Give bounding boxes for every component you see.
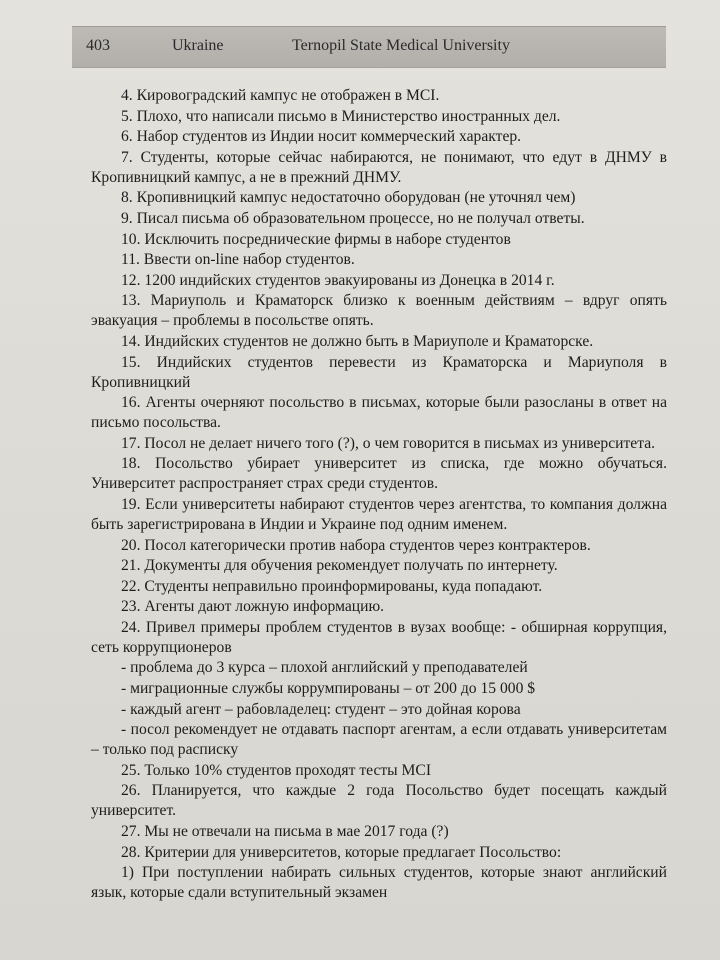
- list-subitem: - миграционные службы коррумпированы – от 200 до 15 000 $: [121, 680, 536, 698]
- list-item: 22. Студенты неправильно проинформированы, куда попадают.: [121, 577, 543, 595]
- list-item: 19. Если университеты набирают студентов через агентства, то компания должна быть зарегистрирована в Индии и Украине под одним именем.: [91, 495, 667, 533]
- list-item: 11. Ввести on-line набор студентов.: [121, 251, 355, 269]
- list-item: 15. Индийских студентов перевести из Краматорска и Мариуполя в Кропивницкий: [91, 353, 667, 391]
- list-item: 26. Планируется, что каждые 2 года Посольство будет посещать каждый университет.: [91, 782, 667, 820]
- list-item: 21. Документы для обучения рекомендует получать по интернету.: [121, 557, 558, 575]
- page-number: 403: [86, 37, 110, 54]
- list-item: 18. Посольство убирает университет из списка, где можно обучаться. Университет распространяет страх среди студентов.: [91, 455, 667, 493]
- list-item: 14. Индийских студентов не должно быть в Мариуполе и Краматорске.: [121, 332, 594, 350]
- list-subitem: - посол рекомендует не отдавать паспорт агентам, а если отдавать университетам – только под расписку: [91, 721, 667, 759]
- list-item: 24. Привел примеры проблем студентов в вузах вообще: - обширная коррупция, сеть коррупционеров: [91, 618, 667, 656]
- list-item: 6. Набор студентов из Индии носит коммерческий характер.: [121, 128, 522, 146]
- list-item: 12. 1200 индийских студентов эвакуированы из Донецка в 2014 г.: [121, 271, 555, 289]
- list-item: 9. Писал письма об образовательном процессе, но не получал ответы.: [121, 209, 585, 227]
- list-subitem: - проблема до 3 курса – плохой английский у преподавателей: [121, 659, 528, 677]
- list-item: 8. Кропивницкий кампус недостаточно оборудован (не уточнял чем): [121, 189, 576, 207]
- list-item: 13. Мариуполь и Краматорск близко к военным действиям – вдруг опять эвакуация – проблемы в посольстве опять.: [91, 292, 667, 330]
- list-item: 5. Плохо, что написали письмо в Министерство иностранных дел.: [121, 107, 561, 125]
- list-item: 10. Исключить посреднические фирмы в наборе студентов: [121, 230, 511, 248]
- list-item: 23. Агенты дают ложную информацию.: [121, 598, 385, 616]
- list-item: 27. Мы не отвечали на письма в мае 2017 года (?): [121, 823, 449, 841]
- header-university: Ternopil State Medical University: [292, 37, 510, 54]
- list-item: 16. Агенты очерняют посольство в письмах, которые были разосланы в ответ на письмо посольства.: [91, 394, 667, 432]
- list-item: 28. Критерии для университетов, которые предлагает Посольство:: [121, 843, 562, 861]
- list-item: 4. Кировоградский кампус не отображен в MCI.: [121, 87, 440, 104]
- list-item: 17. Посол не делает ничего того (?), о чем говорится в письмах из университета.: [121, 434, 656, 452]
- list-item: 25. Только 10% студентов проходят тесты MCI: [121, 761, 432, 779]
- list-subitem: - каждый агент – рабовладелец: студент – это дойная корова: [121, 700, 521, 718]
- list-item: 7. Студенты, которые сейчас набираются, не понимают, что едут в ДНМУ в Кропивницкий кампус, а не в прежний ДНМУ.: [91, 148, 667, 186]
- running-header: [72, 26, 666, 68]
- list-item: 20. Посол категорически против набора студентов через контрактеров.: [121, 536, 591, 554]
- list-item: 1) При поступлении набирать сильных студентов, которые знают английский язык, которые сдали вступительный экзамен: [91, 864, 667, 902]
- header-country: Ukraine: [172, 37, 224, 54]
- document-body: [91, 86, 667, 904]
